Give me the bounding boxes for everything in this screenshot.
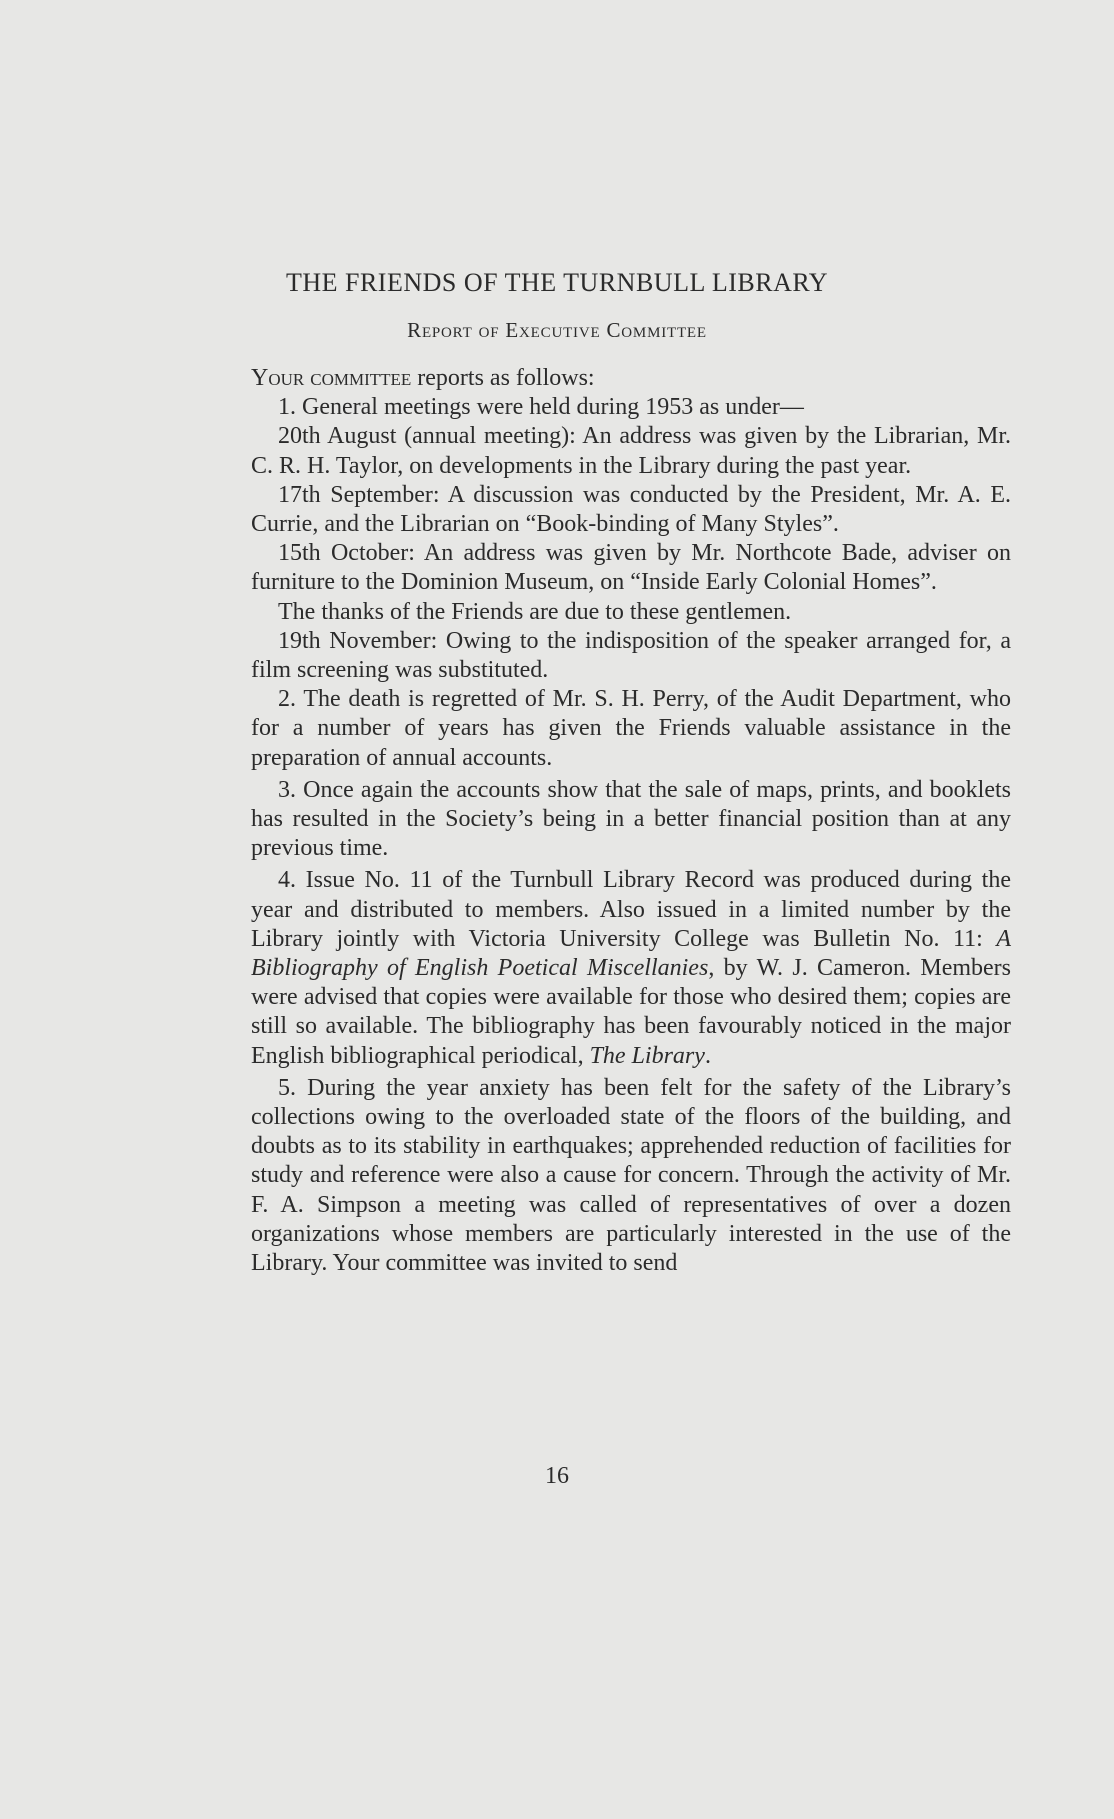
report-body: [251, 364, 1011, 1278]
paragraph-7: 2. The death is regretted of Mr. S. H. Perry, of the Audit Department, who for a number of years has given the Friends valuable assistance in the preparation of annual accounts.: [251, 686, 1011, 771]
intro-paragraph: [251, 364, 1011, 393]
intro-lead: Your committee: [251, 365, 412, 391]
paragraph-9-part-c: , by W. J. Cameron. Members were advised that copies were available for those who desired them; copies are still so available. The bibliography has been favourably noticed in the major English bibliographical periodical,: [251, 955, 1011, 1069]
page-title: THE FRIENDS OF THE TURNBULL LIBRARY: [285, 268, 829, 297]
page-subtitle: Report of Executive Committee: [407, 318, 707, 342]
paragraph-5: The thanks of the Friends are due to these gentlemen.: [278, 598, 792, 625]
paragraph-9-part-e: .: [704, 1042, 711, 1069]
paragraph-8: 3. Once again the accounts show that the sale of maps, prints, and booklets has resulted in the Society’s being in a better financial position than at any previous time.: [251, 776, 1011, 862]
paragraph-9-part-a: 4. Issue No. 11 of the Turnbull Library Record was produced during the year and distributed to members. Also issued in a limited number by the Library jointly with Victoria University College was Bulletin No. 11:: [251, 867, 1011, 952]
periodical-title: The Library: [589, 1042, 705, 1069]
paragraph-6: 19th November: Owing to the indisposition of the speaker arranged for, a film screening was substituted.: [251, 627, 1011, 684]
paragraph-4: 15th October: An address was given by Mr. Northcote Bade, adviser on furniture to the Dominion Museum, on “Inside Early Colonial Homes”.: [251, 540, 1011, 596]
paragraph-10: 5. During the year anxiety has been felt for the safety of the Library’s collections owing to the overloaded state of the floors of the building, and doubts as to its stability in earthquakes; apprehended reduction of facilities for study and reference were also a cause for concern. Through the activity of Mr. F. A. Simpson a meeting was called of representatives of over a dozen organizations whose members are particularly interested in the use of the Library. Your committee was invited to send: [251, 1074, 1011, 1277]
paragraph-3: 17th September: A discussion was conducted by the President, Mr. A. E. Currie, and the Librarian on “Book-binding of Many Styles”.: [251, 481, 1011, 538]
paragraph-9: [251, 866, 1011, 1070]
intro-rest: reports as follows:: [411, 365, 595, 391]
paragraph-2: 20th August (annual meeting): An address was given by the Librarian, Mr. C. R. H. Taylor, on developments in the Library during the past year.: [251, 423, 1011, 479]
page-number: 16: [545, 1463, 569, 1489]
paragraph-1: 1. General meetings were held during 1953 as under—: [278, 394, 804, 421]
bulletin-title: A Bibliography of English Poetical Miscellanies: [251, 925, 1011, 982]
